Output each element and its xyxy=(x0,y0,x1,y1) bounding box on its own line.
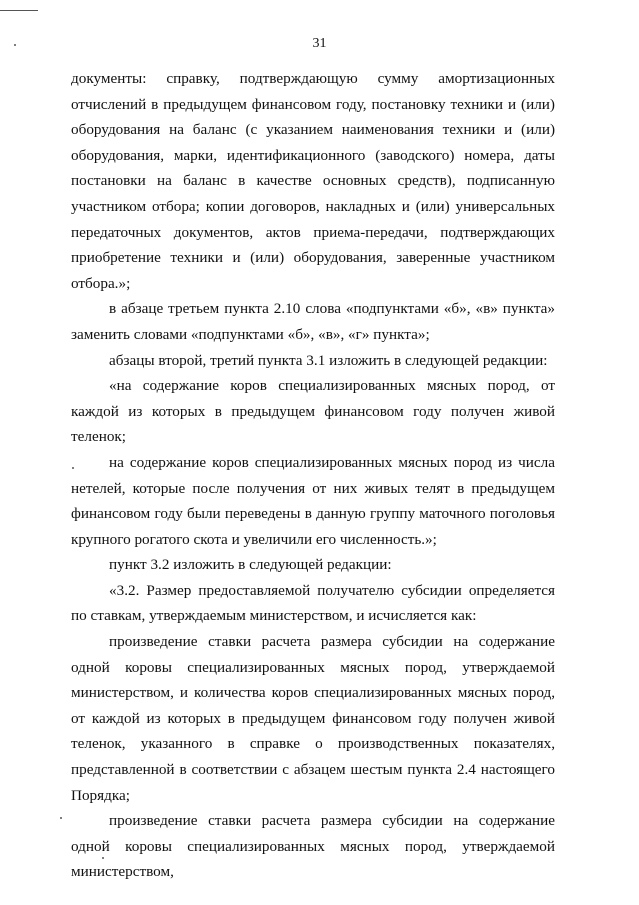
paragraph-cows-calves: «на содержание коров специализированных мясных пород, от каждой из которых в предыдущем финансовом году получен живой теленок; xyxy=(71,377,555,446)
document-body xyxy=(71,66,555,885)
paragraph-amend-3-2: пункт 3.2 изложить в следующей редакции: xyxy=(109,556,392,574)
scan-mark xyxy=(102,857,104,859)
scan-mark xyxy=(72,467,74,469)
scan-mark xyxy=(60,817,62,819)
paragraph-3-2-subsidy-size: «3.2. Размер предоставляемой получателю субсидии определяется по ставкам, утверждаемым министерством, и исчисляется как: xyxy=(71,581,555,625)
scan-mark xyxy=(0,10,38,11)
paragraph-product-continued: произведение ставки расчета размера субсидии на содержание одной коровы специализированных мясных пород, утверждаемой министерством, xyxy=(71,812,555,881)
scan-mark xyxy=(14,44,16,46)
paragraph-documents-list: документы: справку, подтверждающую сумму амортизационных отчислений в предыдущем финансовом году, постановку техники и (или) оборудования на баланс (с указанием наименования техники и (или) оборудования, марки, идентификационного (заводского) номера, даты постановки на баланс в качестве основных средств), подписанную участником отбора; копии договоров, накладных и (или) универсальных передаточных документов, актов приема-передачи, подтверждающих приобретение техники и (или) оборудования, заверенные участником отбора.»; xyxy=(71,70,555,292)
paragraph-product-cows-calves: произведение ставки расчета размера субсидии на содержание одной коровы специализированных мясных пород, утверждаемой министерством, и количества коров специализированных мясных пород, от каждой из которых в предыдущем финансовом году получен живой теленок, указанного в справке о производственных показателях, представленной в соответствии с абзацем шестым пункта 2.4 настоящего Порядка; xyxy=(71,633,555,804)
page-number: 31 xyxy=(312,36,327,51)
paragraph-amend-3-1: абзацы второй, третий пункта 3.1 изложить в следующей редакции: xyxy=(109,351,548,369)
paragraph-heifers: на содержание коров специализированных мясных пород из числа нетелей, которые после получения от них живых телят в предыдущем финансовом году были переведены в данную группу маточного поголовья крупного рогатого скота и увеличили его численность.»; xyxy=(71,453,555,548)
paragraph-amend-2-10: в абзаце третьем пункта 2.10 слова «подпунктами «б», «в» пункта» заменить словами «подпунктами «б», «в», «г» пункта»; xyxy=(71,300,555,343)
